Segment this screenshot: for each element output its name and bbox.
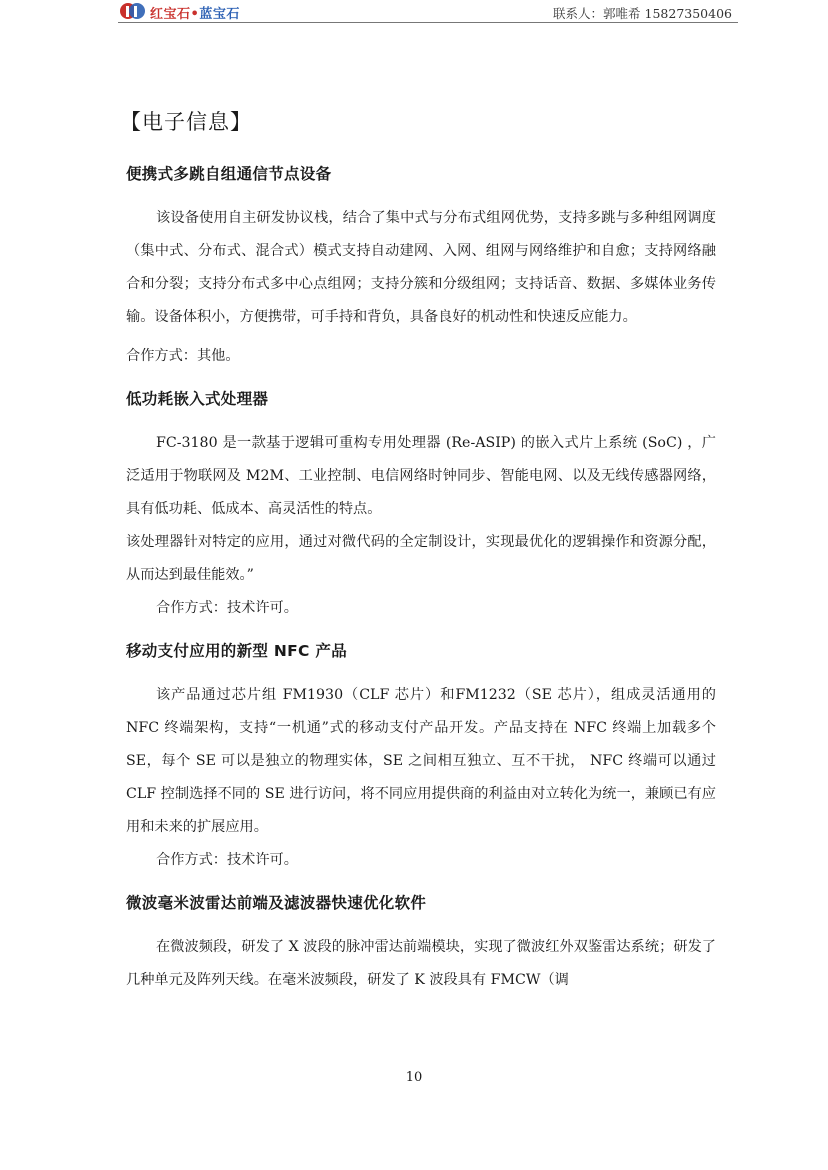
item-cooperation: 合作方式：其他。	[126, 348, 240, 364]
contact-info: 联系人：郭唯希 15827350406	[553, 6, 732, 21]
item-title: 便携式多跳自组通信节点设备	[126, 165, 332, 183]
item-paragraph: FC-3180 是一款基于逻辑可重构专用处理器 (Re-ASIP) 的嵌入式片上系统 (SoC) ，广泛适用于物联网及 M2M、工业控制、电信网络时钟同步、智能电网、以及无线传感器网络，具有低功耗、低成本、高灵活性的特点。	[126, 435, 716, 517]
item-paragraph: 该产品通过芯片组 FM1930（CLF 芯片）和FM1232（SE 芯片），组成灵活通用的NFC 终端架构，支持“一机通”式的移动支付产品开发。产品支持在 NFC 终端上加载多个SE，每个 SE 可以是独立的物理实体，SE 之间相互独立、互不干扰， NFC 终端可以通过 CLF 控制选择不同的 SE 进行访问，将不同应用提供商的利益由对立转化为统一，兼顾已有应用和未来的扩展应用。	[126, 687, 716, 835]
item-paragraph: 在微波频段，研发了 X 波段的脉冲雷达前端模块，实现了微波红外双鉴雷达系统；研发了几种单元及阵列天线。在毫米波频段，研发了 K 波段具有 FMCW（调	[126, 939, 716, 988]
item-paragraph: 该处理器针对特定的应用，通过对微代码的全定制设计，实现最优化的逻辑操作和资源分配，从而达到最佳能效。”	[126, 534, 716, 583]
company-logo	[120, 2, 240, 22]
item-cooperation: 合作方式：技术许可。	[156, 600, 298, 616]
item-paragraph: 该设备使用自主研发协议栈，结合了集中式与分布式组网优势，支持多跳与多种组网调度（集中式、分布式、混合式）模式支持自动建网、入网、组网与网络维护和自愈；支持网络融合和分裂；支持分布式多中心点组网；支持分簇和分级组网；支持话音、数据、多媒体业务传输。设备体积小，方便携带，可手持和背负，具备良好的机动性和快速反应能力。	[126, 210, 716, 325]
logo-mark-icon	[120, 3, 146, 21]
item-cooperation: 合作方式：技术许可。	[156, 852, 298, 868]
logo-text: 红宝石•蓝宝石	[150, 6, 240, 22]
page-content	[120, 106, 716, 997]
page-header	[0, 0, 828, 26]
item-title: 微波毫米波雷达前端及滤波器快速优化软件	[126, 894, 427, 912]
item-title: 移动支付应用的新型 NFC 产品	[126, 642, 348, 660]
header-divider	[118, 22, 738, 23]
item-title: 低功耗嵌入式处理器	[126, 390, 269, 408]
page-number: 10	[405, 1070, 423, 1085]
section-title: 【电子信息】	[120, 110, 252, 134]
